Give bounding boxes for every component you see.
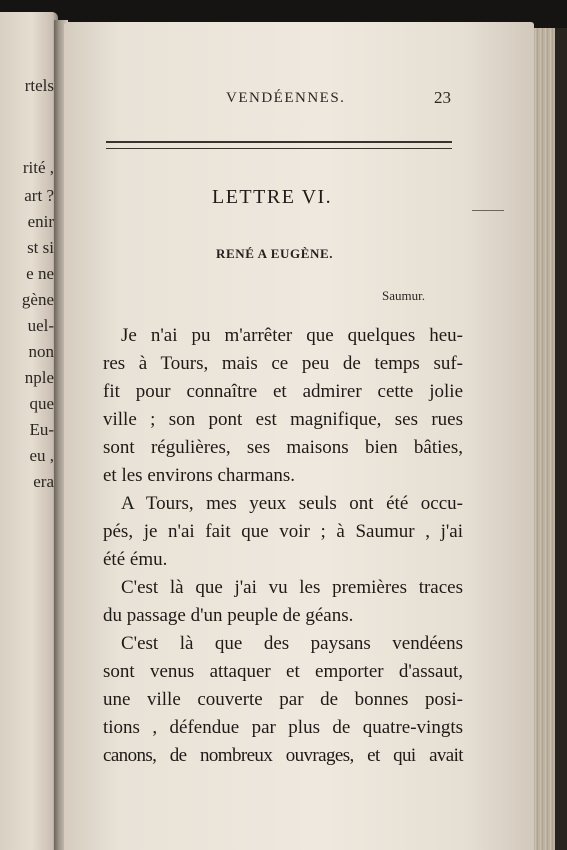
left-page-fragment: rité , xyxy=(22,158,54,177)
left-page-fragment: nple xyxy=(24,368,54,387)
body-line: pés, je n'ai fait que voir ; à Saumur , j'ai xyxy=(103,521,463,542)
left-page-fragment: enir xyxy=(27,212,54,231)
letter-heading: RENÉ A EUGÈNE. xyxy=(216,246,334,261)
page-number: 23 xyxy=(434,88,451,107)
body-line: res à Tours, mais ce peu de temps suf- xyxy=(103,353,463,374)
header-rule-thick xyxy=(106,141,452,143)
body-line: sont régulières, ses maisons bien bâties, xyxy=(103,437,463,458)
left-page-fragment: era xyxy=(33,472,54,491)
body-line: canons, de nombreux ouvrages, et qui avait xyxy=(103,745,463,766)
body-line: été ému. xyxy=(103,549,168,570)
left-facing-page xyxy=(0,12,58,850)
left-page-fragment: art ? xyxy=(24,186,54,205)
body-line: fit pour connaître et admirer cette jolie xyxy=(103,381,463,402)
body-line: C'est là que j'ai vu les premières traces xyxy=(121,577,463,598)
body-line: A Tours, mes yeux seuls ont été occu- xyxy=(121,493,463,514)
body-line: et les environs charmans. xyxy=(103,465,296,486)
left-page-fragment: st si xyxy=(27,238,54,257)
body-line: une ville couverte par de bonnes posi- xyxy=(103,689,463,710)
left-page-fragment: que xyxy=(29,394,54,413)
running-head: VENDÉENNES. xyxy=(226,90,346,106)
left-page-fragment: rtels xyxy=(24,76,54,95)
body-line: sont venus attaquer et emporter d'assaut, xyxy=(103,661,463,682)
left-page-fragment: eu , xyxy=(29,446,54,465)
chapter-title: LETTRE VI. xyxy=(212,186,333,208)
header-rule-thin xyxy=(106,148,452,149)
body-line: du passage d'un peuple de géans. xyxy=(103,605,354,626)
body-line: ville ; son pont est magnifique, ses rues xyxy=(103,409,463,430)
letter-location: Saumur. xyxy=(382,288,425,303)
margin-mark xyxy=(472,210,504,211)
page-edge-shadow xyxy=(555,28,567,850)
left-page-fragment: non xyxy=(28,342,54,361)
body-line: tions , défendue par plus de quatre-vingts xyxy=(103,717,463,738)
body-line: Je n'ai pu m'arrêter que quelques heu- xyxy=(121,325,463,346)
body-line: C'est là que des paysans vendéens xyxy=(121,633,463,654)
left-page-fragment: e ne xyxy=(26,264,54,283)
left-page-fragment: uel- xyxy=(27,316,54,335)
left-page-fragment: gène xyxy=(21,290,54,309)
left-page-fragment: Eu- xyxy=(29,420,54,439)
